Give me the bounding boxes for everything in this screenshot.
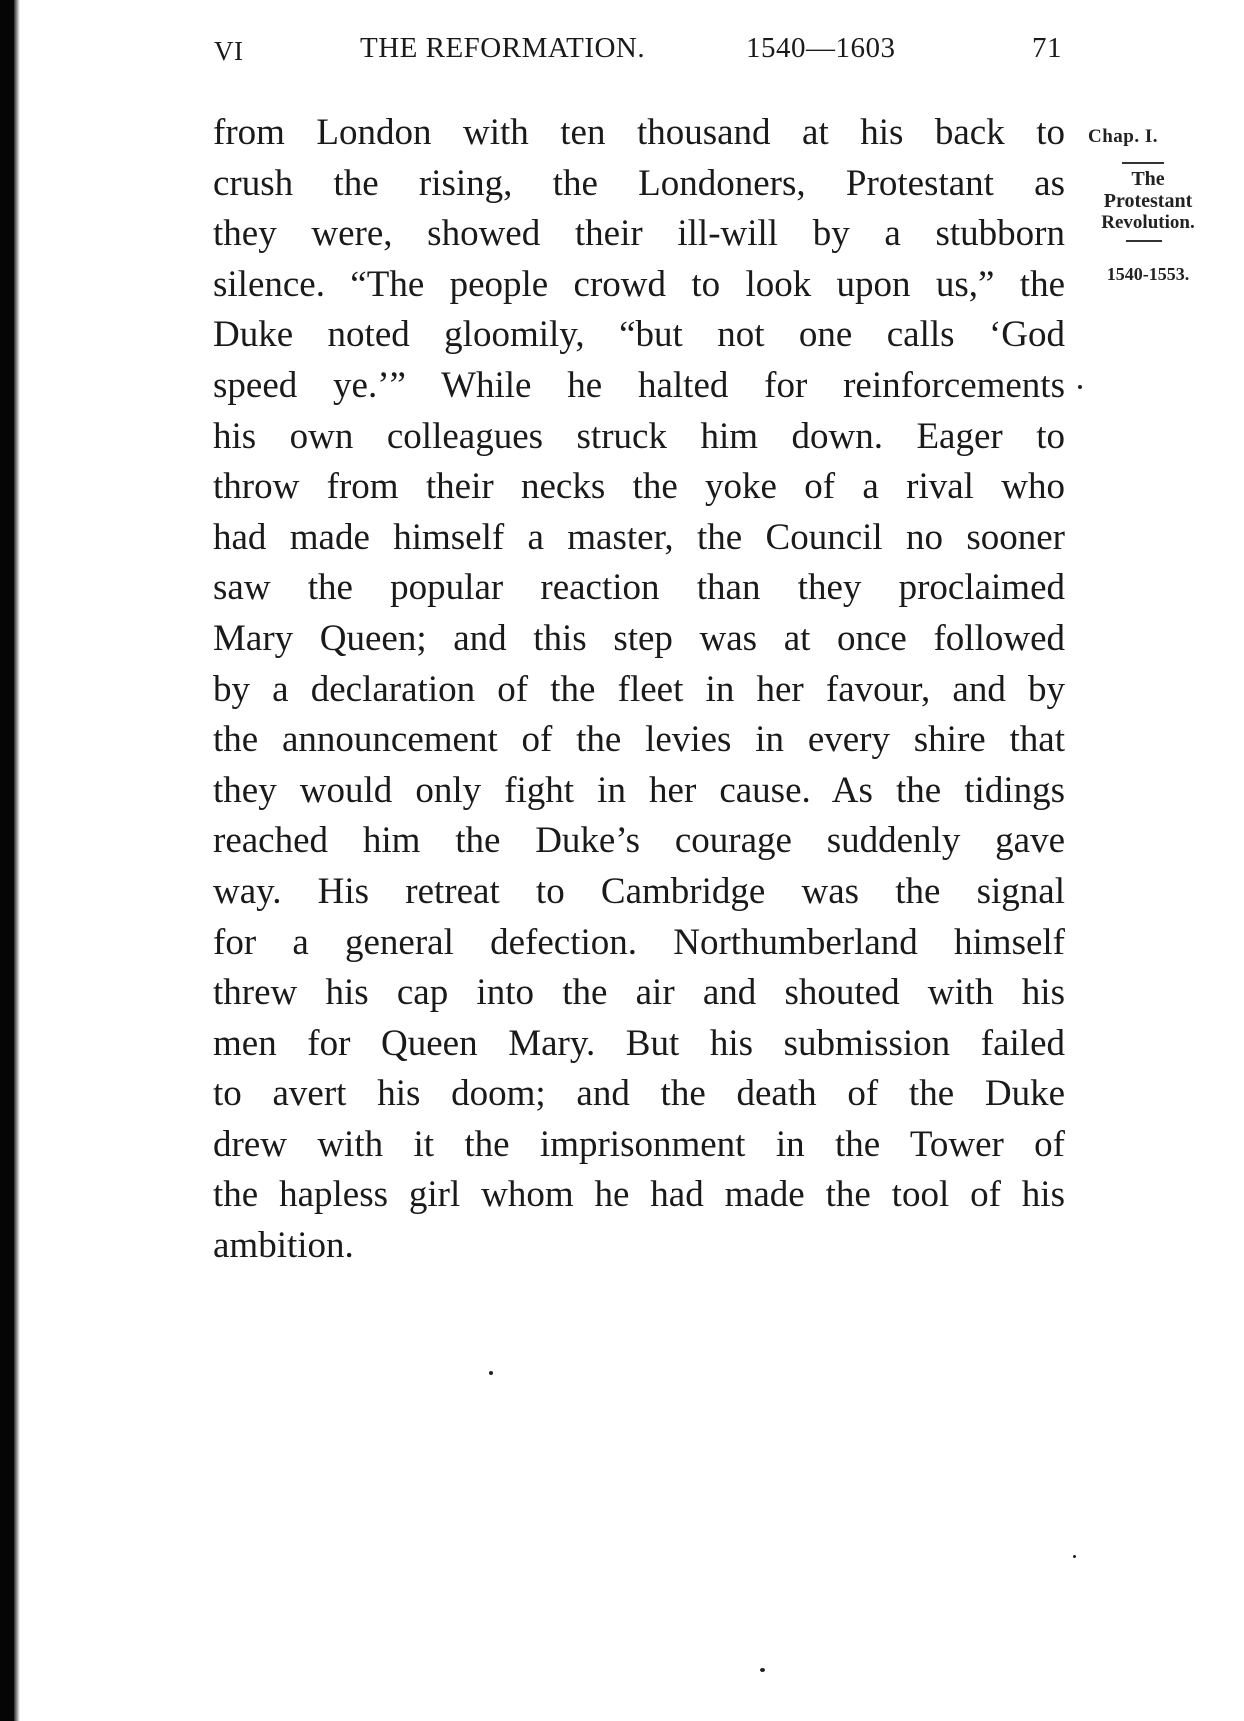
text-line: the announcement of the levies in every shire that — [213, 719, 1065, 761]
text-line: ambition. — [213, 1225, 354, 1267]
text-line: had made himself a master, the Council no sooner — [213, 516, 1065, 558]
text-line: throw from their necks the yoke of a rival who — [213, 466, 1065, 508]
text-line: from London with ten thousand at his back to — [213, 112, 1065, 153]
text-line: his own colleagues struck him down. Eager to — [213, 415, 1065, 457]
page-number: 71 — [1032, 32, 1062, 64]
text-line: crush the rising, the Londoners, Protestant as — [213, 162, 1065, 204]
text-line: to avert his doom; and the death of the Duke — [213, 1073, 1065, 1115]
margin-dates: 1540-1553. — [1106, 264, 1190, 284]
ink-speck — [489, 1371, 493, 1375]
text-line: way. His retreat to Cambridge was the signal — [213, 870, 1065, 912]
text-line: Mary Queen; and this step was at once followed — [213, 617, 1065, 659]
text-line: for a general defection. Northumberland himself — [213, 921, 1065, 963]
text-line: Duke noted gloomily, “but not one calls ‘God — [213, 314, 1065, 356]
running-head — [212, 30, 1068, 70]
running-head-title: THE REFORMATION. — [360, 32, 646, 64]
running-head-dates: 1540—1603 — [746, 32, 896, 64]
body-paragraph — [213, 108, 1065, 1272]
margin-topic-line: Revolution. — [1101, 212, 1195, 233]
text-line: the hapless girl whom he had made the tool of his — [213, 1174, 1065, 1216]
binding-edge — [0, 0, 14, 1721]
ink-speck — [1078, 385, 1082, 389]
text-line: threw his cap into the air and shouted with his — [213, 972, 1065, 1014]
text-line: they would only fight in her cause. As the tidings — [213, 769, 1065, 811]
margin-chapter: Chap. I. — [1088, 126, 1158, 147]
text-line: they were, showed their ill-will by a stubborn — [213, 213, 1065, 255]
ink-speck — [1073, 1555, 1076, 1558]
text-line: drew with it the imprisonment in the Tower of — [213, 1123, 1065, 1165]
margin-topic — [1068, 168, 1228, 234]
binding-shadow — [14, 0, 20, 1721]
text-line: men for Queen Mary. But his submission failed — [213, 1022, 1065, 1064]
text-line: silence. “The people crowd to look upon us,” the — [213, 263, 1065, 305]
margin-divider — [1126, 240, 1162, 242]
text-line: reached him the Duke’s courage suddenly gave — [213, 820, 1065, 862]
ink-speck — [760, 1668, 765, 1672]
text-line: saw the popular reaction than they proclaimed — [213, 567, 1065, 609]
text-line: speed ye.’” While he halted for reinforcements — [213, 364, 1065, 406]
margin-topic-line: Protestant — [1103, 190, 1193, 212]
running-head-chapter: VI — [214, 36, 244, 66]
margin-divider — [1122, 162, 1164, 164]
margin-topic-line: The — [1131, 168, 1165, 190]
text-line: by a declaration of the fleet in her favour, and by — [213, 668, 1065, 710]
